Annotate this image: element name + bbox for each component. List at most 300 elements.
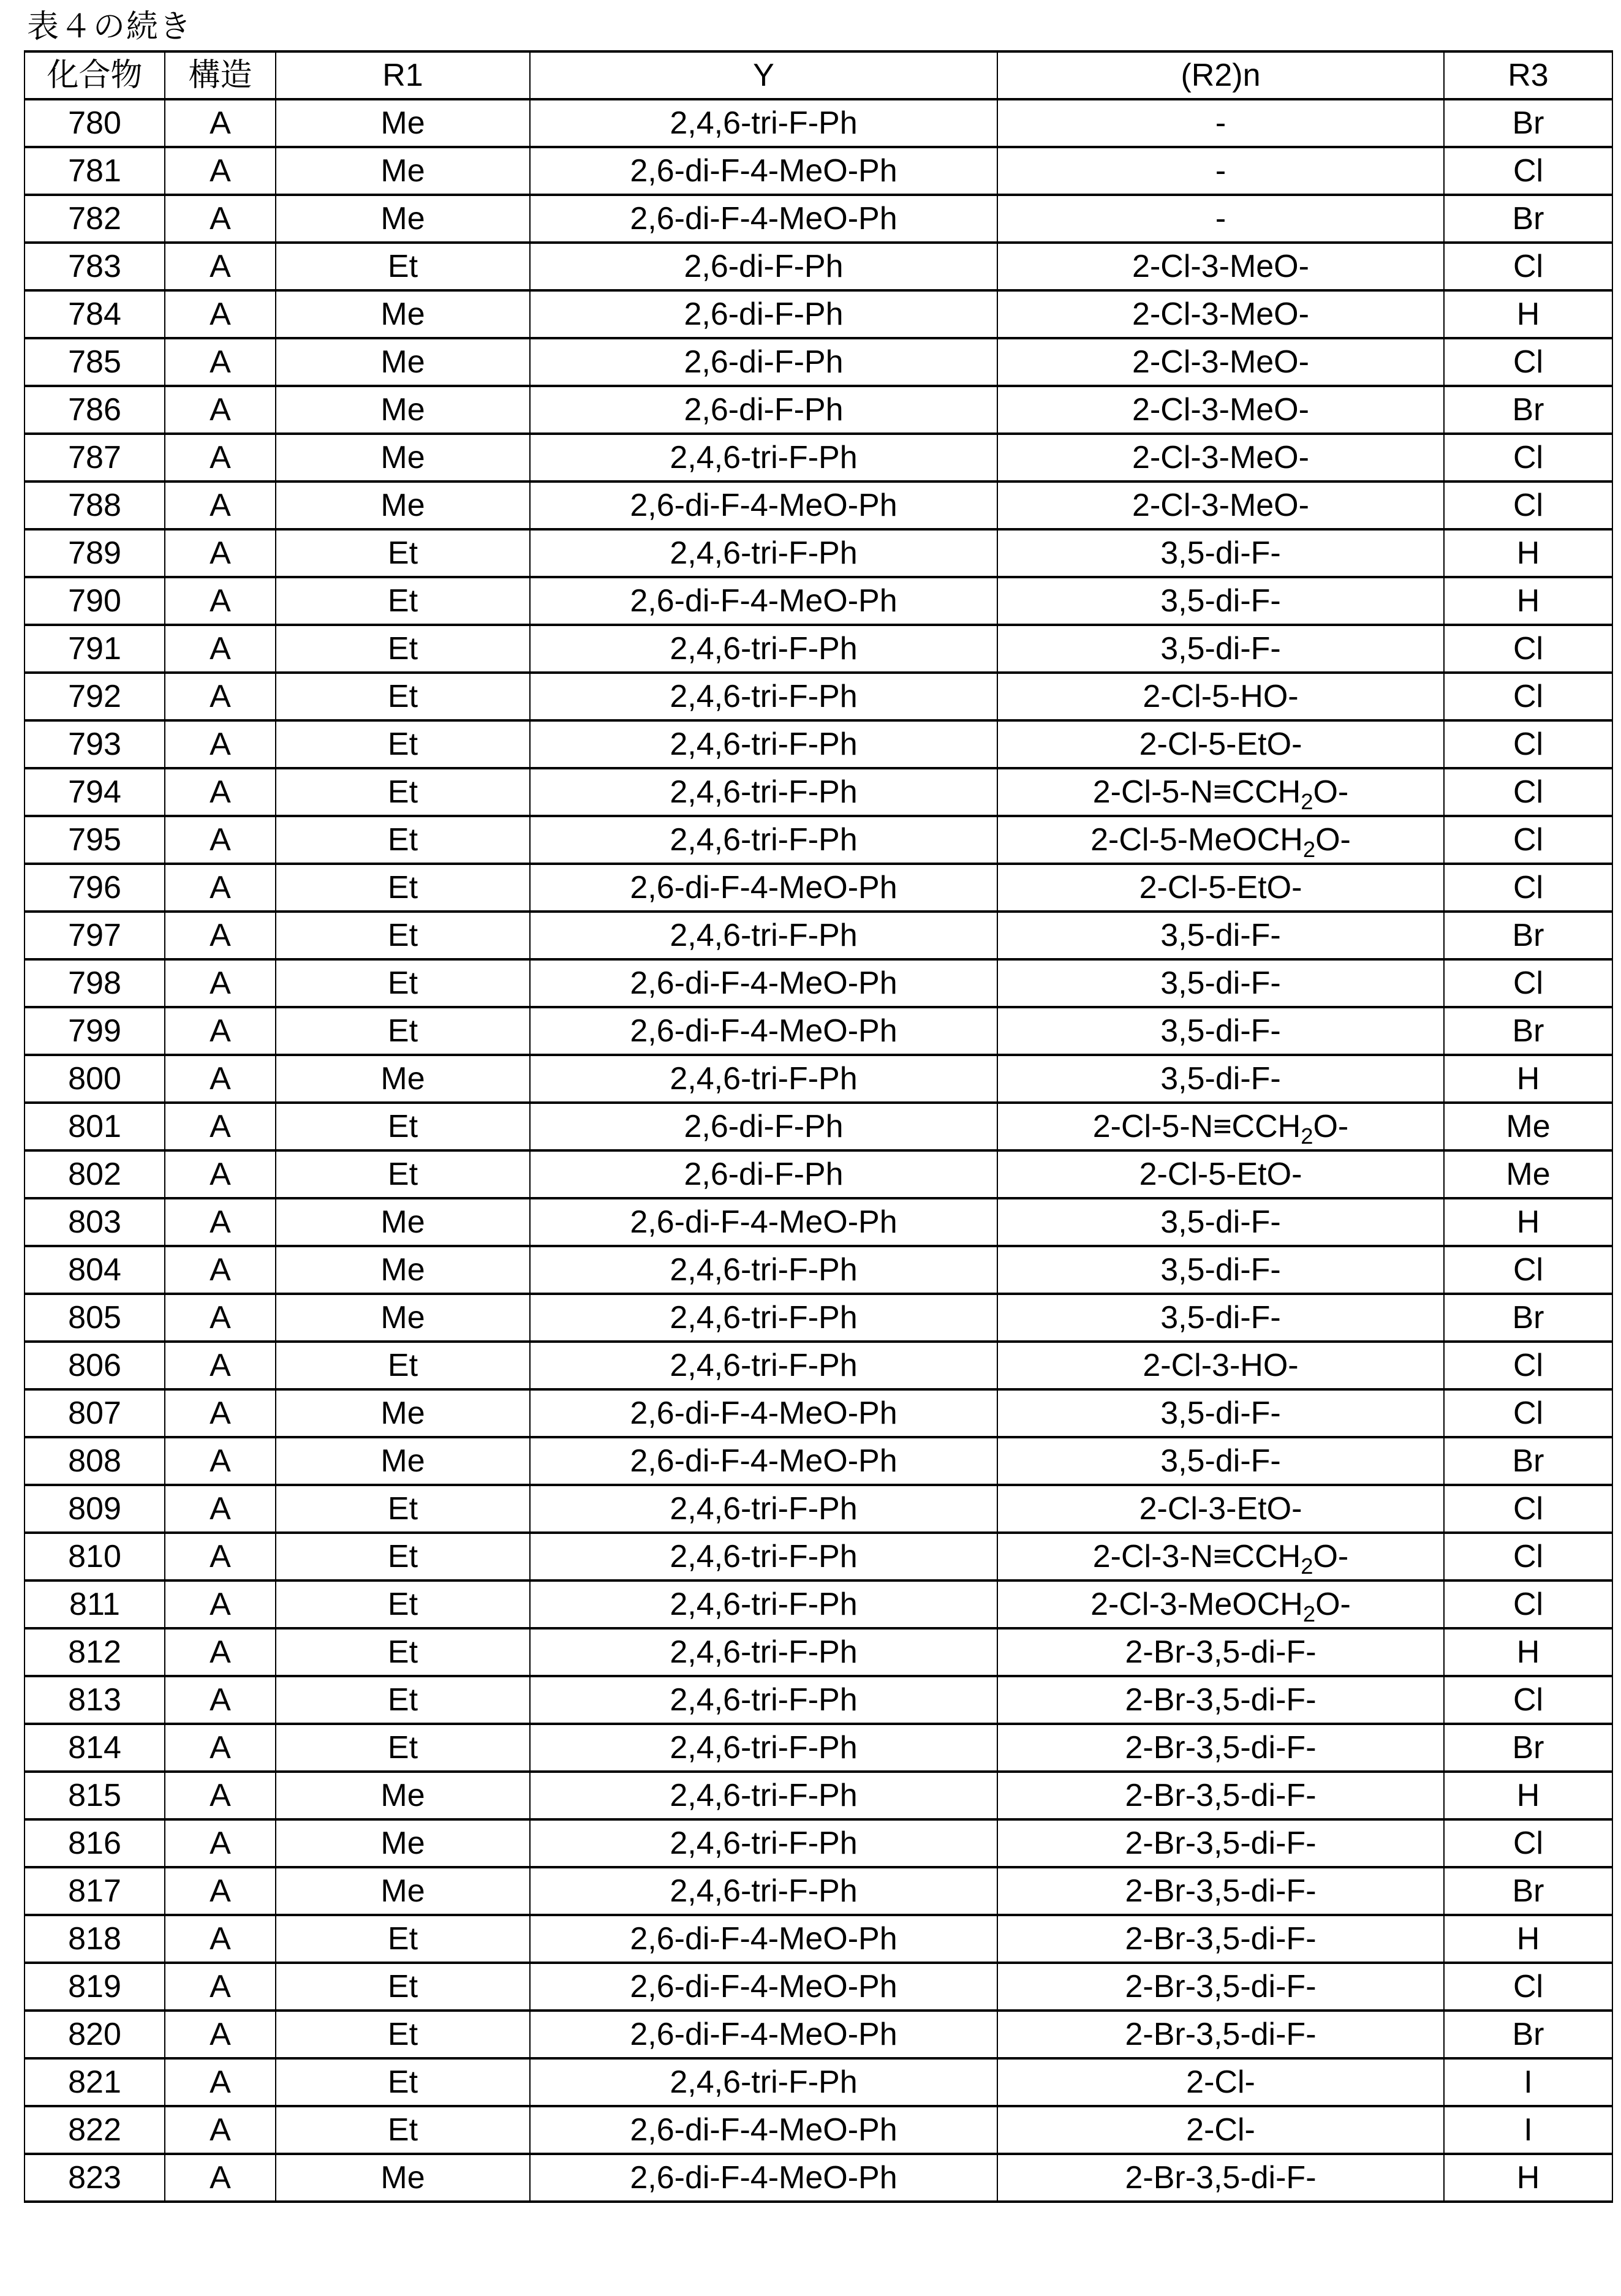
cell-y: 2,6-di-F-4-MeO-Ph (530, 1915, 997, 1963)
table-row (25, 1055, 1612, 1103)
cell-r1: Et (276, 864, 530, 912)
cell-r1: Me (276, 1867, 530, 1915)
r2n-text-post: O- (1315, 1587, 1351, 1622)
r2n-text-post: O- (1313, 1539, 1349, 1574)
column-header-structure: 構造 (165, 51, 276, 99)
cell-r3: Br (1444, 1294, 1612, 1342)
table-row (25, 1676, 1612, 1724)
cell-r2n: 2-Cl-5-EtO- (997, 720, 1444, 768)
cell-compound: 816 (25, 1819, 165, 1867)
cell-r2n: 2-Br-3,5-di-F- (997, 1628, 1444, 1676)
cell-r3: H (1444, 577, 1612, 625)
cell-y: 2,4,6-tri-F-Ph (530, 1246, 997, 1294)
cell-r2n: 2-Cl- (997, 2106, 1444, 2154)
cell-compound: 819 (25, 1963, 165, 2011)
cell-compound: 809 (25, 1485, 165, 1533)
cell-y: 2,4,6-tri-F-Ph (530, 1533, 997, 1580)
cell-structure: A (165, 1915, 276, 1963)
cell-r3: Cl (1444, 147, 1612, 195)
table-body (25, 99, 1612, 2202)
cell-structure: A (165, 2154, 276, 2202)
cell-r1: Me (276, 1772, 530, 1819)
cell-r1: Et (276, 1580, 530, 1628)
cell-compound: 795 (25, 816, 165, 864)
cell-r3: Br (1444, 912, 1612, 959)
cell-compound: 781 (25, 147, 165, 195)
cell-r3: Cl (1444, 1342, 1612, 1389)
cell-compound: 808 (25, 1437, 165, 1485)
cell-structure: A (165, 338, 276, 386)
cell-r1: Et (276, 1676, 530, 1724)
cell-compound: 791 (25, 625, 165, 673)
cell-r3: H (1444, 529, 1612, 577)
cell-r1: Et (276, 243, 530, 290)
cell-r3: Br (1444, 195, 1612, 243)
r2n-text-pre: 2-Cl-3-N≡CCH (1092, 1539, 1301, 1574)
cell-r1: Et (276, 816, 530, 864)
column-header-r1: R1 (276, 51, 530, 99)
cell-r2n (997, 1103, 1444, 1150)
cell-compound: 783 (25, 243, 165, 290)
cell-r3: Br (1444, 2011, 1612, 2058)
cell-compound: 806 (25, 1342, 165, 1389)
cell-r3: H (1444, 1055, 1612, 1103)
cell-compound: 793 (25, 720, 165, 768)
cell-y: 2,6-di-F-4-MeO-Ph (530, 481, 997, 529)
table-row (25, 481, 1612, 529)
cell-structure: A (165, 434, 276, 481)
cell-r2n: 3,5-di-F- (997, 1198, 1444, 1246)
cell-r3: Cl (1444, 1676, 1612, 1724)
column-header-r3: R3 (1444, 51, 1612, 99)
table-row (25, 1007, 1612, 1055)
cell-r1: Et (276, 912, 530, 959)
cell-r1: Et (276, 625, 530, 673)
r2n-subscript: 2 (1302, 1601, 1316, 1626)
cell-y: 2,6-di-F-4-MeO-Ph (530, 577, 997, 625)
table-row (25, 386, 1612, 434)
table-row (25, 720, 1612, 768)
cell-y: 2,4,6-tri-F-Ph (530, 1628, 997, 1676)
cell-r3: Cl (1444, 338, 1612, 386)
cell-r1: Me (276, 1294, 530, 1342)
cell-r2n (997, 1580, 1444, 1628)
cell-r2n: 3,5-di-F- (997, 1246, 1444, 1294)
cell-r2n (997, 1533, 1444, 1580)
cell-y: 2,4,6-tri-F-Ph (530, 1867, 997, 1915)
cell-r2n: 2-Br-3,5-di-F- (997, 1676, 1444, 1724)
cell-r3: H (1444, 1628, 1612, 1676)
cell-r2n: - (997, 147, 1444, 195)
cell-r2n: 2-Br-3,5-di-F- (997, 2154, 1444, 2202)
cell-structure: A (165, 1246, 276, 1294)
cell-compound: 812 (25, 1628, 165, 1676)
cell-r1: Et (276, 577, 530, 625)
table-row (25, 1389, 1612, 1437)
cell-r3: Cl (1444, 1963, 1612, 2011)
cell-r1: Et (276, 720, 530, 768)
cell-structure: A (165, 1724, 276, 1772)
cell-compound: 810 (25, 1533, 165, 1580)
table-row (25, 1103, 1612, 1150)
cell-r1: Me (276, 1198, 530, 1246)
cell-r1: Et (276, 1150, 530, 1198)
cell-y: 2,4,6-tri-F-Ph (530, 1772, 997, 1819)
cell-structure: A (165, 1198, 276, 1246)
cell-structure: A (165, 386, 276, 434)
cell-r3: Cl (1444, 1533, 1612, 1580)
cell-r1: Et (276, 2011, 530, 2058)
compound-table (24, 50, 1613, 2203)
cell-structure: A (165, 1294, 276, 1342)
cell-r1: Me (276, 1437, 530, 1485)
cell-r3: Cl (1444, 625, 1612, 673)
cell-r1: Et (276, 1103, 530, 1150)
cell-compound: 821 (25, 2058, 165, 2106)
cell-y: 2,4,6-tri-F-Ph (530, 625, 997, 673)
cell-r1: Et (276, 1007, 530, 1055)
cell-compound: 789 (25, 529, 165, 577)
cell-compound: 814 (25, 1724, 165, 1772)
cell-r1: Me (276, 1389, 530, 1437)
cell-y: 2,6-di-F-4-MeO-Ph (530, 864, 997, 912)
r2n-text-pre: 2-Cl-5-N≡CCH (1092, 1109, 1301, 1144)
cell-y: 2,4,6-tri-F-Ph (530, 99, 997, 147)
cell-r1: Me (276, 195, 530, 243)
cell-r2n: 2-Cl-3-MeO- (997, 434, 1444, 481)
cell-r3: Br (1444, 1007, 1612, 1055)
cell-r2n: 3,5-di-F- (997, 577, 1444, 625)
cell-r1: Et (276, 768, 530, 816)
cell-structure: A (165, 864, 276, 912)
cell-r1: Et (276, 2058, 530, 2106)
cell-y: 2,4,6-tri-F-Ph (530, 720, 997, 768)
cell-structure: A (165, 2058, 276, 2106)
cell-r2n: 3,5-di-F- (997, 959, 1444, 1007)
cell-r2n: 2-Br-3,5-di-F- (997, 1724, 1444, 1772)
cell-r3: Cl (1444, 481, 1612, 529)
cell-y: 2,6-di-F-4-MeO-Ph (530, 1198, 997, 1246)
cell-r2n: 2-Br-3,5-di-F- (997, 1772, 1444, 1819)
r2n-subscript: 2 (1302, 836, 1316, 862)
cell-y: 2,6-di-F-4-MeO-Ph (530, 2011, 997, 2058)
cell-y: 2,6-di-F-4-MeO-Ph (530, 1437, 997, 1485)
cell-y: 2,6-di-F-Ph (530, 1150, 997, 1198)
cell-compound: 805 (25, 1294, 165, 1342)
cell-r1: Et (276, 1485, 530, 1533)
cell-compound: 823 (25, 2154, 165, 2202)
table-row (25, 1724, 1612, 1772)
table-row (25, 195, 1612, 243)
table-row (25, 529, 1612, 577)
cell-r3: Cl (1444, 720, 1612, 768)
cell-compound: 798 (25, 959, 165, 1007)
cell-compound: 799 (25, 1007, 165, 1055)
table-row (25, 1150, 1612, 1198)
table-row (25, 1915, 1612, 1963)
cell-structure: A (165, 1963, 276, 2011)
cell-compound: 822 (25, 2106, 165, 2154)
cell-compound: 785 (25, 338, 165, 386)
cell-y: 2,6-di-F-4-MeO-Ph (530, 2106, 997, 2154)
table-row (25, 1342, 1612, 1389)
cell-r3: Cl (1444, 864, 1612, 912)
table-row (25, 290, 1612, 338)
cell-structure: A (165, 1580, 276, 1628)
table-row (25, 338, 1612, 386)
cell-r1: Et (276, 1533, 530, 1580)
table-row (25, 1628, 1612, 1676)
cell-y: 2,4,6-tri-F-Ph (530, 1724, 997, 1772)
cell-compound: 801 (25, 1103, 165, 1150)
r2n-text-pre: 2-Cl-3-MeOCH (1090, 1587, 1303, 1622)
cell-r3: Cl (1444, 434, 1612, 481)
cell-compound: 786 (25, 386, 165, 434)
cell-r3: H (1444, 1915, 1612, 1963)
cell-r1: Me (276, 434, 530, 481)
cell-structure: A (165, 2011, 276, 2058)
cell-compound: 820 (25, 2011, 165, 2058)
table-row (25, 625, 1612, 673)
cell-r3: Br (1444, 386, 1612, 434)
cell-y: 2,6-di-F-4-MeO-Ph (530, 959, 997, 1007)
cell-r3: Br (1444, 1867, 1612, 1915)
cell-structure: A (165, 481, 276, 529)
table-row (25, 99, 1612, 147)
table-row (25, 2154, 1612, 2202)
cell-r2n: 3,5-di-F- (997, 1007, 1444, 1055)
table-row (25, 1867, 1612, 1915)
cell-structure: A (165, 529, 276, 577)
table-row (25, 768, 1612, 816)
cell-r2n: 2-Cl-5-EtO- (997, 1150, 1444, 1198)
table-row (25, 673, 1612, 720)
r2n-text-post: O- (1315, 822, 1351, 858)
cell-r2n: 3,5-di-F- (997, 1055, 1444, 1103)
cell-y: 2,6-di-F-4-MeO-Ph (530, 1963, 997, 2011)
cell-structure: A (165, 1772, 276, 1819)
table-caption: 表４の続き (27, 9, 193, 45)
cell-r1: Me (276, 338, 530, 386)
cell-r3: Cl (1444, 816, 1612, 864)
cell-y: 2,4,6-tri-F-Ph (530, 2058, 997, 2106)
r2n-text-post: O- (1313, 774, 1349, 810)
cell-r3: I (1444, 2058, 1612, 2106)
cell-r3: Me (1444, 1103, 1612, 1150)
cell-r1: Me (276, 99, 530, 147)
cell-y: 2,4,6-tri-F-Ph (530, 768, 997, 816)
cell-compound: 800 (25, 1055, 165, 1103)
table-row (25, 243, 1612, 290)
cell-structure: A (165, 959, 276, 1007)
cell-r2n (997, 768, 1444, 816)
cell-r3: I (1444, 2106, 1612, 2154)
cell-r1: Et (276, 959, 530, 1007)
cell-structure: A (165, 816, 276, 864)
cell-structure: A (165, 195, 276, 243)
table-row (25, 577, 1612, 625)
cell-compound: 782 (25, 195, 165, 243)
table-row (25, 1819, 1612, 1867)
r2n-subscript: 2 (1301, 788, 1313, 814)
r2n-subscript: 2 (1301, 1123, 1313, 1149)
cell-compound: 807 (25, 1389, 165, 1437)
cell-y: 2,6-di-F-Ph (530, 386, 997, 434)
cell-compound: 802 (25, 1150, 165, 1198)
cell-r2n: 3,5-di-F- (997, 912, 1444, 959)
cell-r3: H (1444, 2154, 1612, 2202)
column-header-y: Y (530, 51, 997, 99)
cell-structure: A (165, 912, 276, 959)
cell-r3: Me (1444, 1150, 1612, 1198)
cell-r2n: 3,5-di-F- (997, 1294, 1444, 1342)
cell-r2n: 3,5-di-F- (997, 1437, 1444, 1485)
cell-y: 2,6-di-F-Ph (530, 338, 997, 386)
cell-y: 2,6-di-F-4-MeO-Ph (530, 195, 997, 243)
cell-structure: A (165, 625, 276, 673)
cell-y: 2,4,6-tri-F-Ph (530, 1485, 997, 1533)
cell-r1: Et (276, 1724, 530, 1772)
cell-r2n: 2-Br-3,5-di-F- (997, 2011, 1444, 2058)
cell-r2n: - (997, 99, 1444, 147)
cell-y: 2,6-di-F-4-MeO-Ph (530, 2154, 997, 2202)
table-row (25, 1485, 1612, 1533)
cell-structure: A (165, 99, 276, 147)
table-row (25, 1246, 1612, 1294)
table-row (25, 147, 1612, 195)
table-row (25, 816, 1612, 864)
cell-y: 2,4,6-tri-F-Ph (530, 816, 997, 864)
cell-structure: A (165, 673, 276, 720)
cell-r2n: 2-Cl-3-HO- (997, 1342, 1444, 1389)
table-row (25, 2106, 1612, 2154)
table-row (25, 1963, 1612, 2011)
cell-r1: Me (276, 1246, 530, 1294)
cell-y: 2,6-di-F-4-MeO-Ph (530, 1389, 997, 1437)
cell-r2n: 2-Br-3,5-di-F- (997, 1915, 1444, 1963)
cell-structure: A (165, 768, 276, 816)
cell-r1: Me (276, 1055, 530, 1103)
cell-r3: H (1444, 1772, 1612, 1819)
cell-r2n: 2-Cl-3-MeO- (997, 243, 1444, 290)
cell-r3: Cl (1444, 768, 1612, 816)
cell-y: 2,6-di-F-Ph (530, 243, 997, 290)
cell-y: 2,6-di-F-4-MeO-Ph (530, 147, 997, 195)
cell-structure: A (165, 1342, 276, 1389)
cell-y: 2,4,6-tri-F-Ph (530, 1294, 997, 1342)
cell-compound: 780 (25, 99, 165, 147)
table-header-row (25, 51, 1612, 99)
cell-r3: H (1444, 290, 1612, 338)
cell-y: 2,4,6-tri-F-Ph (530, 1055, 997, 1103)
cell-y: 2,4,6-tri-F-Ph (530, 1580, 997, 1628)
cell-y: 2,4,6-tri-F-Ph (530, 1342, 997, 1389)
cell-r2n: 2-Cl-3-MeO- (997, 338, 1444, 386)
cell-structure: A (165, 1150, 276, 1198)
cell-structure: A (165, 2106, 276, 2154)
cell-r2n: 3,5-di-F- (997, 625, 1444, 673)
cell-r3: Cl (1444, 243, 1612, 290)
table-row (25, 1294, 1612, 1342)
table-row (25, 912, 1612, 959)
cell-r1: Me (276, 481, 530, 529)
r2n-text-post: O- (1313, 1109, 1349, 1144)
table-row (25, 1437, 1612, 1485)
cell-r1: Et (276, 1628, 530, 1676)
table-row (25, 864, 1612, 912)
cell-r2n: 2-Cl-5-EtO- (997, 864, 1444, 912)
cell-compound: 817 (25, 1867, 165, 1915)
cell-structure: A (165, 290, 276, 338)
cell-r2n: 2-Cl-3-MeO- (997, 290, 1444, 338)
table-row (25, 1533, 1612, 1580)
cell-r2n: 2-Cl-3-MeO- (997, 481, 1444, 529)
cell-structure: A (165, 243, 276, 290)
r2n-text-pre: 2-Cl-5-MeOCH (1090, 822, 1303, 858)
cell-compound: 811 (25, 1580, 165, 1628)
cell-y: 2,4,6-tri-F-Ph (530, 1676, 997, 1724)
table-row (25, 959, 1612, 1007)
cell-r3: Br (1444, 1724, 1612, 1772)
cell-r1: Me (276, 147, 530, 195)
cell-y: 2,6-di-F-4-MeO-Ph (530, 1007, 997, 1055)
r2n-text-pre: 2-Cl-5-N≡CCH (1092, 774, 1301, 810)
cell-r2n: 2-Cl-3-MeO- (997, 386, 1444, 434)
cell-r1: Me (276, 1819, 530, 1867)
cell-structure: A (165, 1867, 276, 1915)
cell-structure: A (165, 1676, 276, 1724)
cell-structure: A (165, 1389, 276, 1437)
column-header-compound: 化合物 (25, 51, 165, 99)
cell-structure: A (165, 577, 276, 625)
cell-compound: 797 (25, 912, 165, 959)
cell-y: 2,6-di-F-Ph (530, 290, 997, 338)
cell-compound: 815 (25, 1772, 165, 1819)
cell-structure: A (165, 1485, 276, 1533)
cell-compound: 792 (25, 673, 165, 720)
cell-r1: Me (276, 290, 530, 338)
cell-compound: 788 (25, 481, 165, 529)
table-row (25, 1772, 1612, 1819)
cell-y: 2,4,6-tri-F-Ph (530, 912, 997, 959)
cell-compound: 794 (25, 768, 165, 816)
cell-structure: A (165, 1103, 276, 1150)
cell-r3: Cl (1444, 959, 1612, 1007)
table-row (25, 2011, 1612, 2058)
table-row (25, 2058, 1612, 2106)
cell-r3: Cl (1444, 1580, 1612, 1628)
cell-compound: 796 (25, 864, 165, 912)
cell-r2n: - (997, 195, 1444, 243)
cell-r2n: 2-Br-3,5-di-F- (997, 1963, 1444, 2011)
cell-r2n (997, 816, 1444, 864)
cell-compound: 818 (25, 1915, 165, 1963)
cell-r3: Br (1444, 99, 1612, 147)
cell-r1: Et (276, 673, 530, 720)
table-row (25, 1580, 1612, 1628)
cell-structure: A (165, 720, 276, 768)
cell-r3: Cl (1444, 673, 1612, 720)
cell-structure: A (165, 1533, 276, 1580)
cell-compound: 784 (25, 290, 165, 338)
table-row (25, 1198, 1612, 1246)
cell-r3: Br (1444, 1437, 1612, 1485)
cell-compound: 790 (25, 577, 165, 625)
cell-r2n: 2-Br-3,5-di-F- (997, 1867, 1444, 1915)
r2n-subscript: 2 (1301, 1553, 1313, 1579)
table-row (25, 434, 1612, 481)
cell-structure: A (165, 1437, 276, 1485)
